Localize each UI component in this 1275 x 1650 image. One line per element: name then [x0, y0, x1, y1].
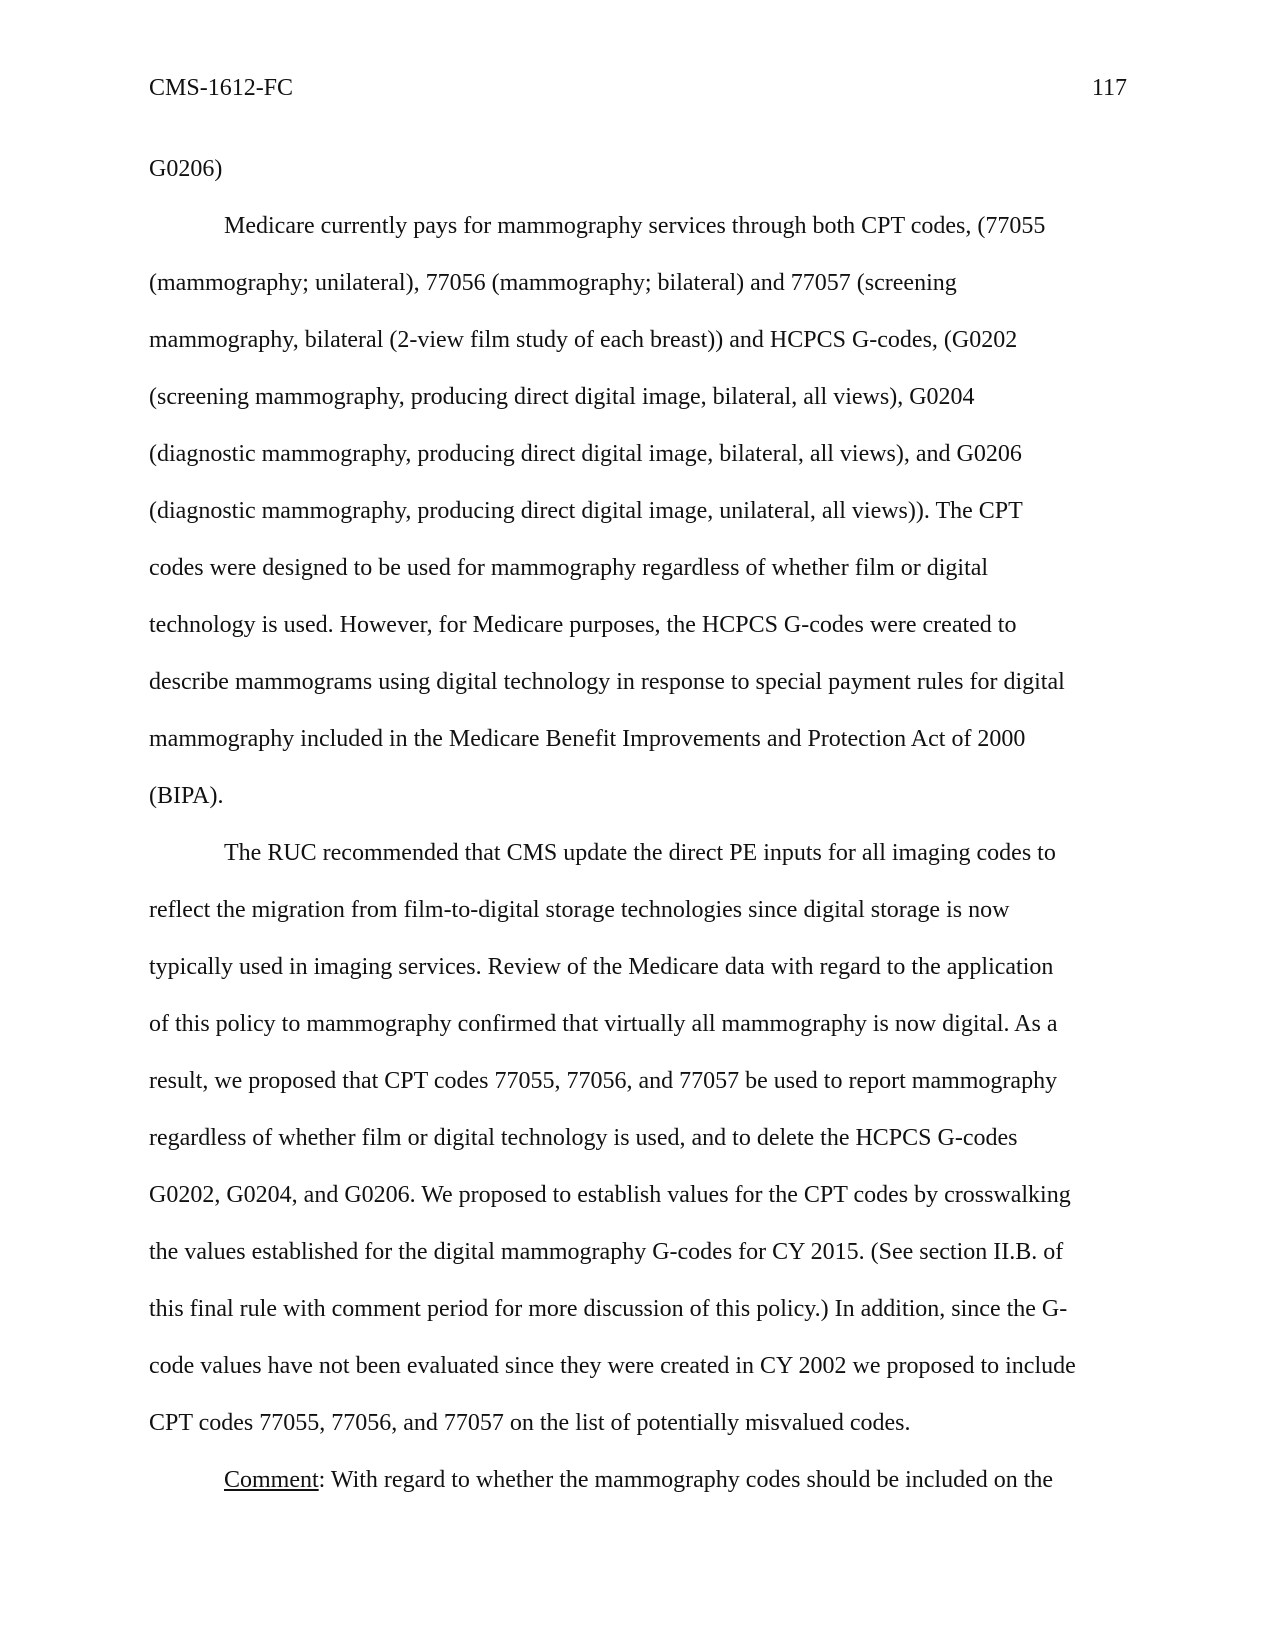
comment-line — [149, 1452, 1127, 1509]
text-line: mammography included in the Medicare Benefit Improvements and Protection Act of 2000 — [149, 726, 1026, 752]
text-line: (diagnostic mammography, producing direct digital image, unilateral, all views)). The CPT — [149, 498, 1023, 524]
text-line: this final rule with comment period for more discussion of this policy.) In addition, since the G- — [149, 1296, 1068, 1322]
comment-text: : With regard to whether the mammography codes should be included on the — [318, 1467, 1054, 1493]
page-header — [149, 71, 1127, 105]
text-line: G0206) — [149, 156, 223, 182]
body-text — [149, 141, 1127, 1509]
text-line: (diagnostic mammography, producing direct digital image, bilateral, all views), and G0206 — [149, 441, 1022, 467]
text-line: typically used in imaging services. Review of the Medicare data with regard to the application — [149, 954, 1054, 980]
text-line: code values have not been evaluated since they were created in CY 2002 we proposed to include — [149, 1353, 1076, 1379]
document-id: CMS-1612-FC — [149, 75, 294, 101]
text-line: of this policy to mammography confirmed that virtually all mammography is now digital. As a — [149, 1011, 1058, 1037]
text-line: technology is used. However, for Medicare purposes, the HCPCS G-codes were created to — [149, 612, 1017, 638]
comment-label: Comment — [224, 1467, 319, 1493]
text-line: CPT codes 77055, 77056, and 77057 on the list of potentially misvalued codes. — [149, 1410, 911, 1436]
text-line: describe mammograms using digital technology in response to special payment rules for digital — [149, 669, 1065, 695]
text-line: the values established for the digital mammography G-codes for CY 2015. (See section II.B. of — [149, 1239, 1064, 1265]
text-line: (mammography; unilateral), 77056 (mammography; bilateral) and 77057 (screening — [149, 270, 957, 296]
text-line: reflect the migration from film-to-digital storage technologies since digital storage is now — [149, 897, 1010, 923]
text-line: codes were designed to be used for mammography regardless of whether film or digital — [149, 555, 989, 581]
paragraph-start-line: Medicare currently pays for mammography services through both CPT codes, (77055 — [224, 213, 1046, 239]
text-line: regardless of whether film or digital technology is used, and to delete the HCPCS G-codes — [149, 1125, 1018, 1151]
text-line: (BIPA). — [149, 783, 224, 809]
text-line: (screening mammography, producing direct digital image, bilateral, all views), G0204 — [149, 384, 975, 410]
text-line: G0202, G0204, and G0206. We proposed to establish values for the CPT codes by crosswalking — [149, 1182, 1071, 1208]
text-line: mammography, bilateral (2-view film study of each breast)) and HCPCS G-codes, (G0202 — [149, 327, 1018, 353]
text-line: result, we proposed that CPT codes 77055, 77056, and 77057 be used to report mammography — [149, 1068, 1058, 1094]
page-number: 117 — [1091, 75, 1127, 101]
paragraph-start-line: The RUC recommended that CMS update the direct PE inputs for all imaging codes to — [224, 840, 1056, 866]
